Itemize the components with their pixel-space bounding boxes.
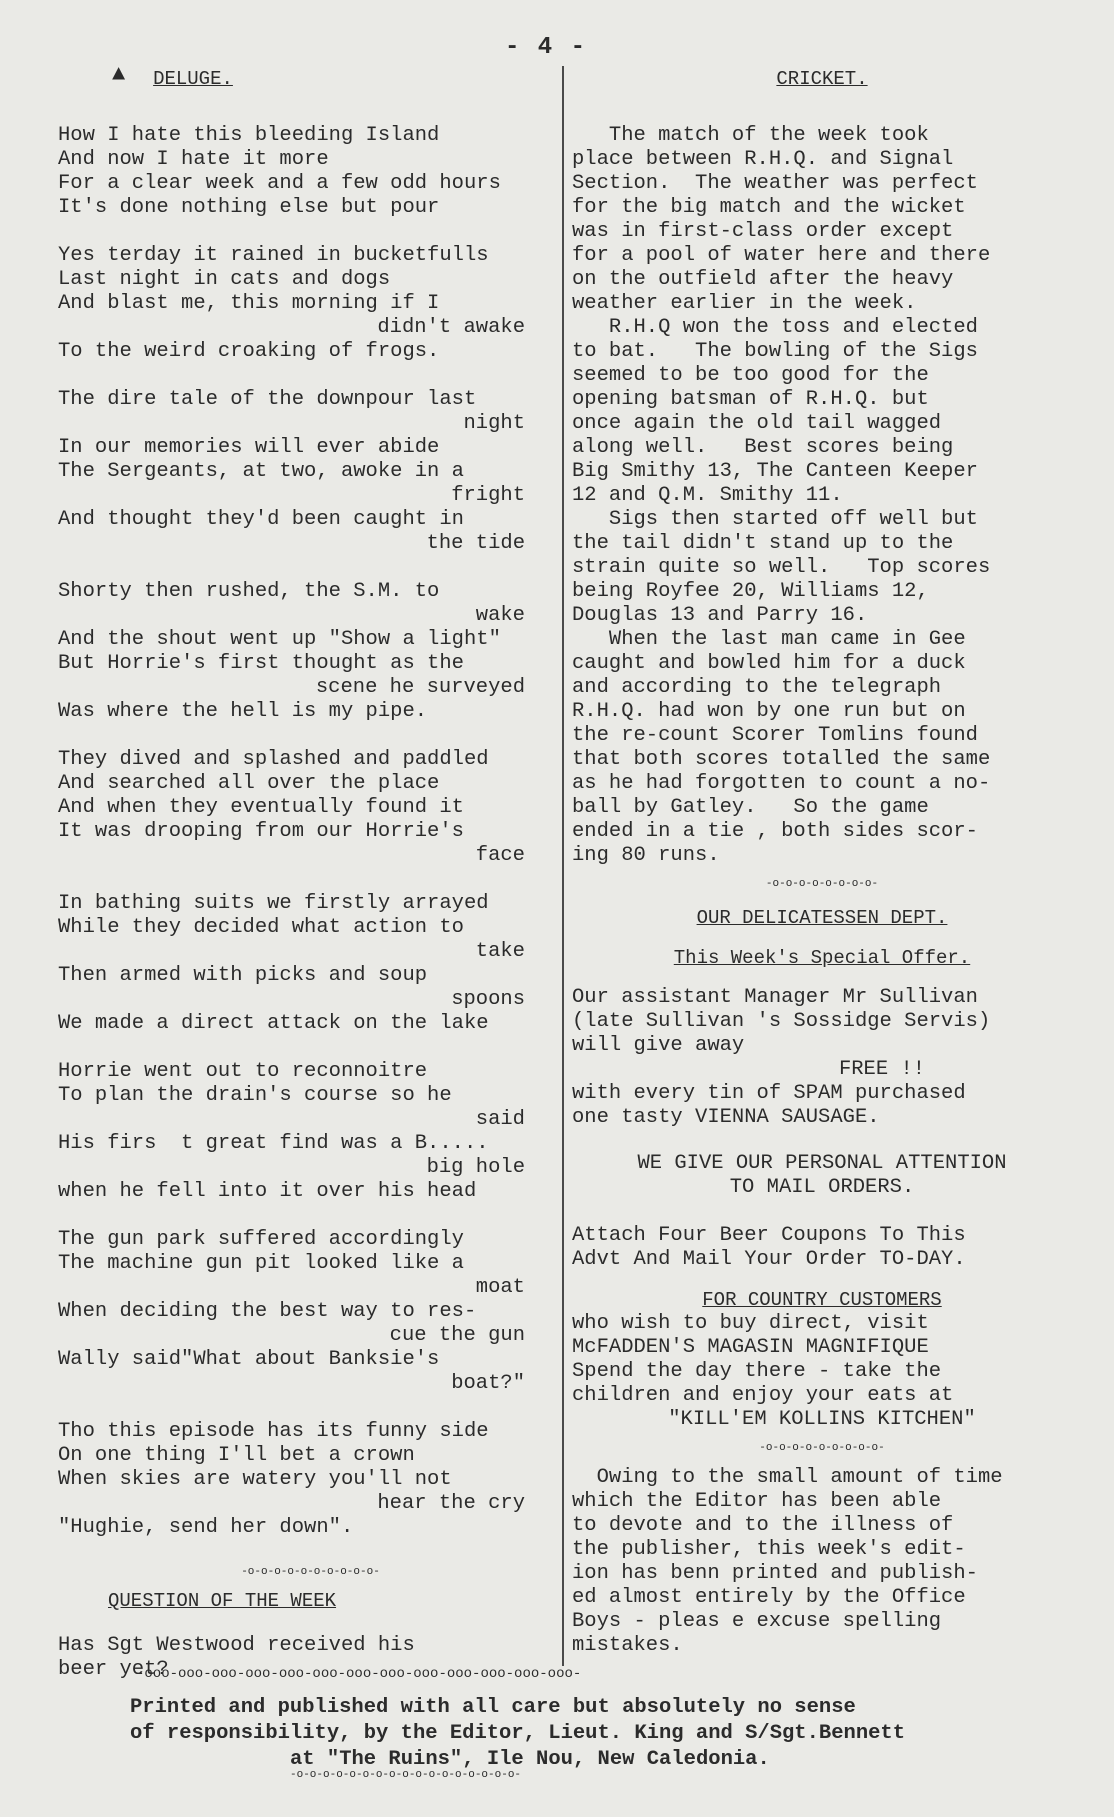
poem-line: take bbox=[475, 940, 525, 963]
poem-line: On one thing I'll bet a crown bbox=[58, 1444, 415, 1467]
poem-line: Yes terday it rained in bucketfulls bbox=[58, 244, 489, 267]
poem-line: Was where the hell is my pipe. bbox=[58, 700, 428, 723]
poem-stanza bbox=[58, 1420, 563, 1540]
footer-line-2: of responsibility, by the Editor, Lieut. King and S/Sgt.Bennett bbox=[130, 1722, 906, 1745]
poem-line: And the shout went up "Show a light" bbox=[58, 628, 501, 651]
poem-line: the tide bbox=[426, 532, 525, 555]
special-offer-title: This Week's Special Offer. bbox=[673, 947, 971, 969]
poem-line: when he fell into it over his head bbox=[58, 1180, 477, 1203]
poem-line: And thought they'd been caught in bbox=[58, 508, 464, 531]
poem-stanza bbox=[58, 388, 563, 556]
poem-line: The Sergeants, at two, awoke in a bbox=[58, 460, 464, 483]
text-line: the publisher, this week's edit- bbox=[572, 1538, 966, 1561]
text-line: to bat. The bowling of the Sigs bbox=[572, 340, 978, 363]
page-number: - 4 - bbox=[505, 34, 588, 61]
poem-line: said bbox=[475, 1108, 525, 1131]
text-line: The match of the week took bbox=[572, 124, 929, 147]
poem-line: Shorty then rushed, the S.M. to bbox=[58, 580, 440, 603]
text-line: strain quite so well. Top scores bbox=[572, 556, 991, 579]
poem-line: And now I hate it more bbox=[58, 148, 329, 171]
poem-line: But Horrie's first thought as the bbox=[58, 652, 464, 675]
poem-line: While they decided what action to bbox=[58, 916, 464, 939]
text-line: one tasty VIENNA SAUSAGE. bbox=[572, 1106, 880, 1129]
text-line: (late Sullivan 's Sossidge Servis) bbox=[572, 1010, 991, 1033]
cricket-title: CRICKET. bbox=[776, 68, 868, 90]
poem-line: Wally said"What about Banksie's bbox=[58, 1348, 440, 1371]
text-line: place between R.H.Q. and Signal bbox=[572, 148, 954, 171]
poem-stanza bbox=[58, 244, 563, 364]
footer-separator: -o-o-o-o-o-o-o-o-o-o-o-o-o-o-o-o-o- bbox=[290, 1769, 522, 1781]
country-text bbox=[572, 1312, 1072, 1432]
text-line: seemed to be too good for the bbox=[572, 364, 929, 387]
poem-line: wake bbox=[475, 604, 525, 627]
text-line: R.H.Q. had won by one run but on bbox=[572, 700, 966, 723]
cricket-separator: -o-o-o-o-o-o-o-o- bbox=[765, 878, 879, 890]
poem-stanza bbox=[58, 1060, 563, 1204]
left-separator: -o-o-o-o-o-o-o-o-o-o- bbox=[241, 1566, 380, 1578]
text-line: who wish to buy direct, visit bbox=[572, 1312, 929, 1335]
text-line: Douglas 13 and Parry 16. bbox=[572, 604, 868, 627]
poem-line: didn't awake bbox=[377, 316, 525, 339]
free-text: FREE !! bbox=[838, 1058, 926, 1081]
text-line: the re-count Scorer Tomlins found bbox=[572, 724, 978, 747]
poem-stanza bbox=[58, 748, 563, 868]
text-line: children and enjoy your eats at bbox=[572, 1384, 954, 1407]
delicatessen-title: OUR DELICATESSEN DEPT. bbox=[696, 907, 948, 929]
country-title: FOR COUNTRY CUSTOMERS bbox=[702, 1289, 942, 1311]
poem-stanza bbox=[58, 1228, 563, 1396]
poem-line: And when they eventually found it bbox=[58, 796, 464, 819]
poem-line: face bbox=[475, 844, 525, 867]
poem-line: big hole bbox=[426, 1156, 525, 1179]
country-separator: -o-o-o-o-o-o-o-o-o- bbox=[759, 1442, 885, 1454]
corner-mark: ▲ bbox=[112, 62, 126, 87]
poem-stanza bbox=[58, 124, 563, 220]
text-line: ball by Gatley. So the game bbox=[572, 796, 929, 819]
attention-line-1: WE GIVE OUR PERSONAL ATTENTION bbox=[637, 1152, 1007, 1175]
deluge-poem bbox=[58, 124, 563, 1540]
text-line: mistakes. bbox=[572, 1634, 683, 1657]
text-line: caught and bowled him for a duck bbox=[572, 652, 966, 675]
text-line: opening batsman of R.H.Q. but bbox=[572, 388, 929, 411]
text-line: ion has benn printed and publish- bbox=[572, 1562, 978, 1585]
poem-line: To plan the drain's course so he bbox=[58, 1084, 452, 1107]
text-line: ing 80 runs. bbox=[572, 844, 720, 867]
text-line: ed almost entirely by the Office bbox=[572, 1586, 966, 1609]
poem-line: boat?" bbox=[451, 1372, 525, 1395]
poem-line: night bbox=[463, 412, 525, 435]
poem-line: Then armed with picks and soup bbox=[58, 964, 428, 987]
poem-line: Last night in cats and dogs bbox=[58, 268, 391, 291]
text-line: the tail didn't stand up to the bbox=[572, 532, 954, 555]
text-line: on the outfield after the heavy bbox=[572, 268, 954, 291]
poem-line: We made a direct attack on the lake bbox=[58, 1012, 489, 1035]
poem-line: When deciding the best way to res- bbox=[58, 1300, 477, 1323]
text-line: with every tin of SPAM purchased bbox=[572, 1082, 966, 1105]
question-line-1: Has Sgt Westwood received his bbox=[58, 1634, 415, 1657]
poem-line: For a clear week and a few odd hours bbox=[58, 172, 501, 195]
text-line: "KILL'EM KOLLINS KITCHEN" bbox=[668, 1408, 976, 1431]
text-line: to devote and to the illness of bbox=[572, 1514, 954, 1537]
text-line: that both scores totalled the same bbox=[572, 748, 991, 771]
text-line: 12 and Q.M. Smithy 11. bbox=[572, 484, 843, 507]
poem-line: scene he surveyed bbox=[315, 676, 525, 699]
text-line: R.H.Q won the toss and elected bbox=[572, 316, 978, 339]
poem-line: The dire tale of the downpour last bbox=[58, 388, 477, 411]
poem-line: When skies are watery you'll not bbox=[58, 1468, 452, 1491]
text-line: and according to the telegraph bbox=[572, 676, 942, 699]
coupon-line-1: Attach Four Beer Coupons To This bbox=[572, 1224, 966, 1247]
poem-line: They dived and splashed and paddled bbox=[58, 748, 489, 771]
poem-line: Horrie went out to reconnoitre bbox=[58, 1060, 428, 1083]
footer bbox=[130, 1695, 1030, 1773]
text-line: along well. Best scores being bbox=[572, 436, 954, 459]
text-line: Owing to the small amount of time bbox=[572, 1466, 1003, 1489]
poem-line: And blast me, this morning if I bbox=[58, 292, 440, 315]
poem-line: fright bbox=[451, 484, 525, 507]
text-line: Big Smithy 13, The Canteen Keeper bbox=[572, 460, 978, 483]
text-line: Boys - pleas e excuse spelling bbox=[572, 1610, 942, 1633]
offer-text-2 bbox=[572, 1082, 1072, 1130]
footer-line-1: Printed and published with all care but absolutely no sense bbox=[130, 1696, 856, 1719]
poem-line: hear the cry bbox=[377, 1492, 525, 1515]
poem-stanza bbox=[58, 580, 563, 724]
coupon-line-2: Advt And Mail Your Order TO-DAY. bbox=[572, 1248, 966, 1271]
poem-line: The machine gun pit looked like a bbox=[58, 1252, 464, 1275]
poem-line: To the weird croaking of frogs. bbox=[58, 340, 440, 363]
text-line: Spend the day there - take the bbox=[572, 1360, 942, 1383]
poem-line: cue the gun bbox=[389, 1324, 525, 1347]
text-line: When the last man came in Gee bbox=[572, 628, 966, 651]
left-column bbox=[58, 68, 563, 1682]
text-line: ended in a tie , both sides scor- bbox=[572, 820, 978, 843]
poem-line: Tho this episode has its funny side bbox=[58, 1420, 489, 1443]
offer-text bbox=[572, 986, 1072, 1058]
poem-line: In bathing suits we firstly arrayed bbox=[58, 892, 489, 915]
poem-line: How I hate this bleeding Island bbox=[58, 124, 440, 147]
text-line: weather earlier in the week. bbox=[572, 292, 917, 315]
bottom-separator: -ooo-ooo-ooo-ooo-ooo-ooo-ooo-ooo-ooo-ooo-ooo-ooo-ooo- bbox=[136, 1666, 582, 1682]
text-line: which the Editor has been able bbox=[572, 1490, 942, 1513]
poem-line: spoons bbox=[451, 988, 525, 1011]
poem-line: moat bbox=[475, 1276, 525, 1299]
text-line: will give away bbox=[572, 1034, 745, 1057]
deluge-title: DELUGE. bbox=[153, 68, 233, 90]
question-title: QUESTION OF THE WEEK bbox=[108, 1590, 337, 1612]
footer-line-3: at "The Ruins", Ile Nou, New Caledonia. bbox=[290, 1748, 770, 1771]
text-line: once again the old tail wagged bbox=[572, 412, 942, 435]
poem-line: "Hughie, send her down". bbox=[58, 1516, 354, 1539]
text-line: as he had forgotten to count a no- bbox=[572, 772, 991, 795]
text-line: Our assistant Manager Mr Sullivan bbox=[572, 986, 978, 1009]
poem-line: The gun park suffered accordingly bbox=[58, 1228, 464, 1251]
poem-stanza bbox=[58, 892, 563, 1036]
text-line: Sigs then started off well but bbox=[572, 508, 978, 531]
text-line: for a pool of water here and there bbox=[572, 244, 991, 267]
poem-line: In our memories will ever abide bbox=[58, 436, 440, 459]
attention-line-2: TO MAIL ORDERS. bbox=[729, 1176, 915, 1199]
text-line: Section. The weather was perfect bbox=[572, 172, 978, 195]
cricket-article bbox=[572, 124, 1072, 868]
poem-line: It was drooping from our Horrie's bbox=[58, 820, 464, 843]
poem-line: It's done nothing else but pour bbox=[58, 196, 440, 219]
question-line-2: beer yet? bbox=[58, 1658, 169, 1681]
editor-note bbox=[572, 1466, 1072, 1658]
right-column bbox=[572, 68, 1072, 1658]
text-line: being Royfee 20, Williams 12, bbox=[572, 580, 929, 603]
text-line: was in first-class order except bbox=[572, 220, 954, 243]
poem-line: His firs t great find was a B..... bbox=[58, 1132, 489, 1155]
text-line: McFADDEN'S MAGASIN MAGNIFIQUE bbox=[572, 1336, 929, 1359]
poem-line: And searched all over the place bbox=[58, 772, 440, 795]
text-line: for the big match and the wicket bbox=[572, 196, 966, 219]
